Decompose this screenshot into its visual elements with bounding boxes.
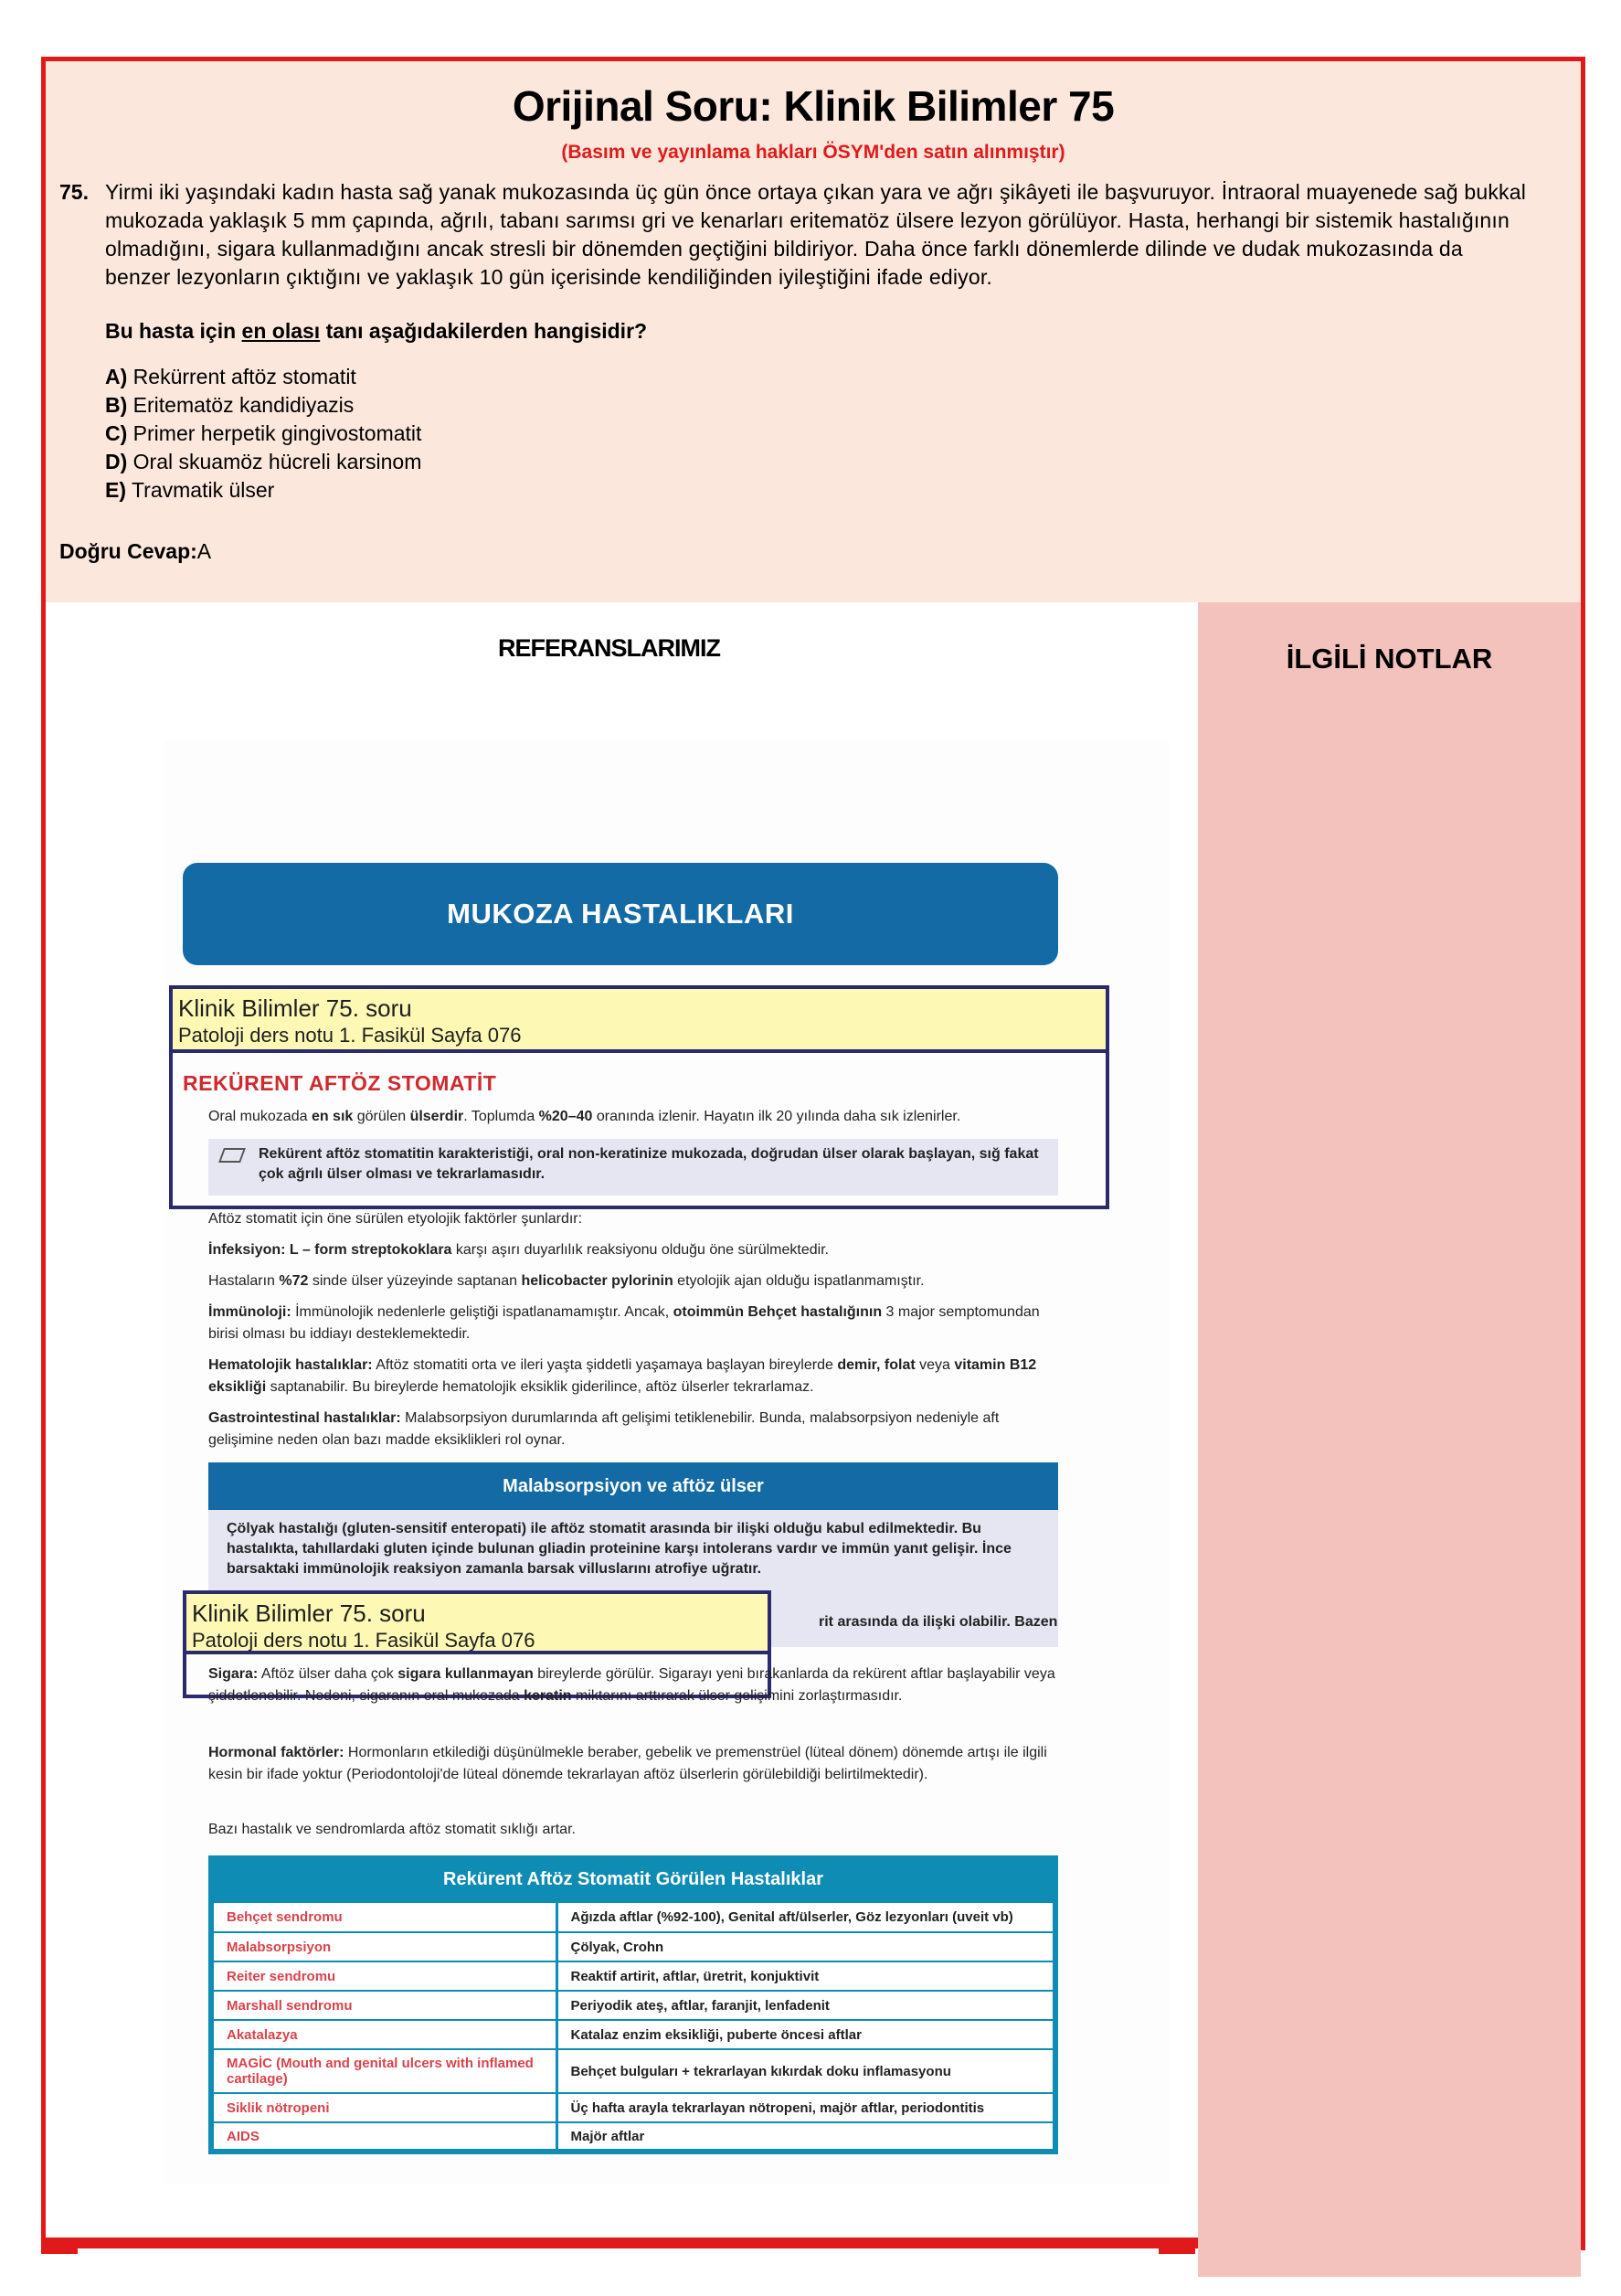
- question-prompt-suffix: tanı aşağıdakilerden hangisidir?: [320, 319, 648, 343]
- text: görülen: [353, 1109, 410, 1124]
- option-b: [105, 391, 421, 420]
- option-letter: D): [105, 450, 128, 473]
- bold-text: demir, folat: [837, 1357, 916, 1373]
- bold-text: en sık: [311, 1109, 354, 1124]
- bold-text: vitamin B12 eksikliği: [208, 1357, 1037, 1395]
- correct-answer-value: A: [196, 539, 212, 563]
- text: etyolojik ajan olduğu ispatlanmamıştır.: [673, 1273, 925, 1289]
- table-row: [211, 2049, 1055, 2093]
- option-letter: C): [105, 421, 128, 445]
- bold-text: Hormonal faktörler:: [208, 1745, 344, 1760]
- question-prompt-emphasis: en olası: [241, 319, 321, 343]
- correct-answer: [59, 539, 211, 564]
- table-cell-disease: Marshall sendromu: [211, 1991, 556, 2020]
- text: saptanabilir. Bu bireylerde hematolojik eksiklik giderilince, aftöz ülserler tekrarlamaz.: [266, 1379, 814, 1395]
- question-prompt: [105, 319, 647, 344]
- highlight-box: [208, 1139, 1058, 1196]
- question-text: Yirmi iki yaşındaki kadın hasta sağ yanak mukozasında üç gün önce ortaya çıkan yara ve ağrı şikâyeti ile başvuruyor. İntraoral muayenede sağ bukkal mukozada yaklaşık 5 mm çapında, ağrılı, tabanı sarımsı gri ve kenarları eritematöz ülsere lezyon görülüyor. Hasta, herhangi bir sistemik hastalığının olmadığını, sigara kullanmadığını ancak stresli bir dönemden geçtiğini bildiriyor. Daha önce farklı dönemlerde dilinde ve dudak mukozasında da benzer lezyonların çıktığını ve yaklaşık 10 gün içerisinde kendiliğinden iyileştiğini ifade ediyor.: [105, 180, 1527, 289]
- answer-options: [105, 363, 421, 505]
- text: . Toplumda: [463, 1109, 539, 1124]
- bold-text: %20–40: [538, 1109, 593, 1124]
- malabsorption-text-tail: rit arasında da ilişki olabilir. Bazen: [819, 1614, 1058, 1630]
- question-number: 75.: [59, 180, 89, 204]
- text: karşı aşırı duyarlılık reaksiyonu olduğu öne sürülmektedir.: [451, 1242, 830, 1258]
- table-row: [211, 2122, 1055, 2152]
- section-title: REKÜRENT AFTÖZ STOMATİT: [183, 1071, 497, 1095]
- table-cell-finding: Üç hafta arayla tekrarlayan nötropeni, majör aftlar, periodontitis: [556, 2093, 1055, 2122]
- immunology-paragraph: [208, 1302, 1058, 1345]
- frame-notch-left: [41, 2248, 78, 2254]
- option-text: Oral skuamöz hücreli karsinom: [132, 450, 422, 473]
- option-c: [105, 420, 421, 448]
- callout-source: Patoloji ders notu 1. Fasikül Sayfa 076: [178, 1024, 522, 1047]
- option-text: Rekürrent aftöz stomatit: [132, 365, 356, 388]
- frame-notch-right: [1159, 2248, 1195, 2254]
- bold-text: Sigara:: [208, 1666, 259, 1682]
- table-cell-disease: Akatalazya: [211, 2020, 556, 2049]
- table-cell-disease: Malabsorpsiyon: [211, 1932, 556, 1961]
- text: oranında izlenir. Hayatın ilk 20 yılında daha sık izlenirler.: [592, 1109, 961, 1124]
- bold-text: İmmünoloji:: [208, 1304, 291, 1320]
- notes-title: İLGİLİ NOTLAR: [1286, 643, 1493, 675]
- malabsorption-title: Malabsorpsiyon ve aftöz ülser: [503, 1476, 764, 1496]
- table-cell-disease: Siklik nötropeni: [211, 2093, 556, 2122]
- option-letter: A): [105, 365, 128, 388]
- notes-panel: [1198, 602, 1581, 2277]
- option-text: Eritematöz kandidiyazis: [132, 393, 355, 417]
- correct-answer-label: Doğru Cevap:: [59, 539, 197, 563]
- callout-title: Klinik Bilimler 75. soru: [178, 994, 412, 1022]
- option-e: [105, 476, 421, 505]
- hormonal-paragraph: [208, 1742, 1058, 1786]
- hematology-paragraph: [208, 1355, 1058, 1398]
- bold-text: Hematolojik hastalıklar:: [208, 1357, 373, 1373]
- text: Aftöz stomatiti orta ve ileri yaşta şiddetli yaşamaya başlayan bireylerde: [372, 1357, 838, 1373]
- question-panel: [46, 61, 1581, 602]
- option-text: Travmatik ülser: [131, 478, 275, 502]
- bold-text: otoimmün Behçet hastalığının: [673, 1304, 883, 1320]
- callout-title: Klinik Bilimler 75. soru: [192, 1600, 426, 1627]
- text: miktarını arttırarak ülser gelişimini zorlaştırmasıdır.: [571, 1688, 903, 1704]
- bold-text: Gastrointestinal hastalıklar:: [208, 1410, 401, 1426]
- table-cell-disease: MAGİC (Mouth and genital ulcers with inflamed cartilage): [211, 2049, 556, 2093]
- pylori-paragraph: [208, 1270, 1058, 1292]
- callout-source: Patoloji ders notu 1. Fasikül Sayfa 076: [192, 1629, 535, 1652]
- syndromes-intro: Bazı hastalık ve sendromlarda aftöz stomatit sıklığı artar.: [208, 1822, 576, 1837]
- table-cell-finding: Behçet bulguları + tekrarlayan kıkırdak doku inflamasyonu: [556, 2049, 1055, 2093]
- table-row: [211, 1991, 1055, 2020]
- table-cell-finding: Ağızda aftlar (%92-100), Genital aft/ülserler, Göz lezyonları (uveit vb): [556, 1903, 1055, 1932]
- bold-text: İnfeksiyon: L – form streptokoklara: [208, 1242, 452, 1258]
- text: sinde ülser yüzeyinde saptanan: [308, 1273, 522, 1289]
- option-letter: B): [105, 393, 128, 417]
- note-icon: [218, 1148, 246, 1163]
- option-d: [105, 448, 421, 476]
- reference-callout: [183, 1590, 771, 1654]
- text: veya: [915, 1357, 955, 1373]
- chapter-banner: MUKOZA HASTALIKLARI: [183, 863, 1058, 965]
- intro-paragraph: [208, 1106, 1058, 1128]
- table-row: [211, 1932, 1055, 1961]
- page-title: Orijinal Soru: Klinik Bilimler 75: [512, 82, 1115, 130]
- infection-paragraph: [208, 1239, 1058, 1261]
- table-row: [211, 2093, 1055, 2122]
- table-cell-disease: AIDS: [211, 2122, 556, 2152]
- table-cell-finding: Periyodik ateş, aftlar, faranjit, lenfadenit: [556, 1991, 1055, 2020]
- table-cell-finding: Reaktif artirit, aftlar, üretrit, konjuktivit: [556, 1961, 1055, 1991]
- text: Aftöz ülser daha çok: [258, 1666, 398, 1682]
- text: bireylerde görülür. Sigarayı yeni bırakanlarda da rekürent aftlar başlayabilir veya şiddetlenebilir. Nedeni, sigaranın oral mukozada: [208, 1666, 1055, 1704]
- table-row: [211, 1961, 1055, 1991]
- etiology-intro: Aftöz stomatit için öne sürülen etyolojik faktörler şunlardır:: [208, 1211, 583, 1227]
- table-row: [211, 1903, 1055, 1932]
- malabsorption-header: [208, 1462, 1058, 1510]
- table-cell-finding: Majör aftlar: [556, 2122, 1055, 2152]
- text: Hormonların etkilediği düşünülmekle beraber, gebelik ve premenstrüel (lüteal dönem) dönemde artışı ile ilgili kesin bir ifade yoktur (Periodontoloji'de lüteal dönemde tekrarlayan aftöz ülserlerin görülebildiği belirtilmektedir).: [208, 1745, 1047, 1782]
- references-title: REFERANSLARIMIZ: [498, 634, 720, 662]
- table-cell-finding: Katalaz enzim eksikliği, puberte öncesi aftlar: [556, 2020, 1055, 2049]
- option-letter: E): [105, 478, 126, 502]
- malabsorption-text: Çölyak hastalığı (gluten-sensitif enteropati) ile aftöz stomatit arasında bir ilişki olduğu kabul edilmektedir. Bu hastalıkta, tahıllardaki gluten içinde bulunan gliadin proteinine karşı intolerans vardır ve immün yanıt gelişir. İnce barsaktaki immünolojik reaksiyon zamanla barsak villuslarını atrofiye uğratır.: [227, 1521, 1012, 1577]
- syndromes-table: [208, 1903, 1058, 2154]
- text: 3 major semptomundan birisi olması bu iddiayı desteklemektedir.: [208, 1304, 1040, 1342]
- table-cell-disease: Reiter sendromu: [211, 1961, 556, 1991]
- text: Malabsorpsiyon durumlarında aft gelişimi tetiklenebilir. Bunda, malabsorpsiyon nedeniyle aft gelişimine neden olan bazı madde eksiklikleri rol oynar.: [208, 1410, 1000, 1448]
- table-row: [211, 2020, 1055, 2049]
- bold-text: helicobacter pylorinin: [521, 1273, 673, 1289]
- table-title: Rekürent Aftöz Stomatit Görülen Hastalıklar: [208, 1855, 1058, 1903]
- question-prompt-prefix: Bu hasta için: [105, 319, 242, 343]
- bold-text: %72: [279, 1273, 309, 1289]
- text: Hastaların: [208, 1273, 280, 1289]
- bold-text: ülserdir: [409, 1109, 464, 1124]
- option-text: Primer herpetik gingivostomatit: [132, 421, 422, 445]
- option-a: [105, 363, 421, 391]
- gastro-paragraph: [208, 1408, 1058, 1451]
- smoking-paragraph: [208, 1664, 1058, 1707]
- bold-text: sigara kullanmayan: [397, 1666, 534, 1682]
- reference-callout: [169, 985, 1109, 1053]
- highlight-text: Rekürent aftöz stomatitin karakteristiği, oral non-keratinize mukozada, doğrudan ülser olarak başlayan, sığ fakat çok ağrılı ülser olması ve tekrarlamasıdır.: [259, 1146, 1039, 1182]
- text: Oral mukozada: [208, 1109, 312, 1124]
- table-cell-disease: Behçet sendromu: [211, 1903, 556, 1932]
- table-cell-finding: Çölyak, Crohn: [556, 1932, 1055, 1961]
- text: İmmünolojik nedenlerle geliştiği ispatlanamamıştır. Ancak,: [291, 1304, 673, 1320]
- bold-text: keratin: [524, 1688, 572, 1704]
- copyright-notice: (Basım ve yayınlama hakları ÖSYM'den satın alınmıştır): [561, 142, 1065, 163]
